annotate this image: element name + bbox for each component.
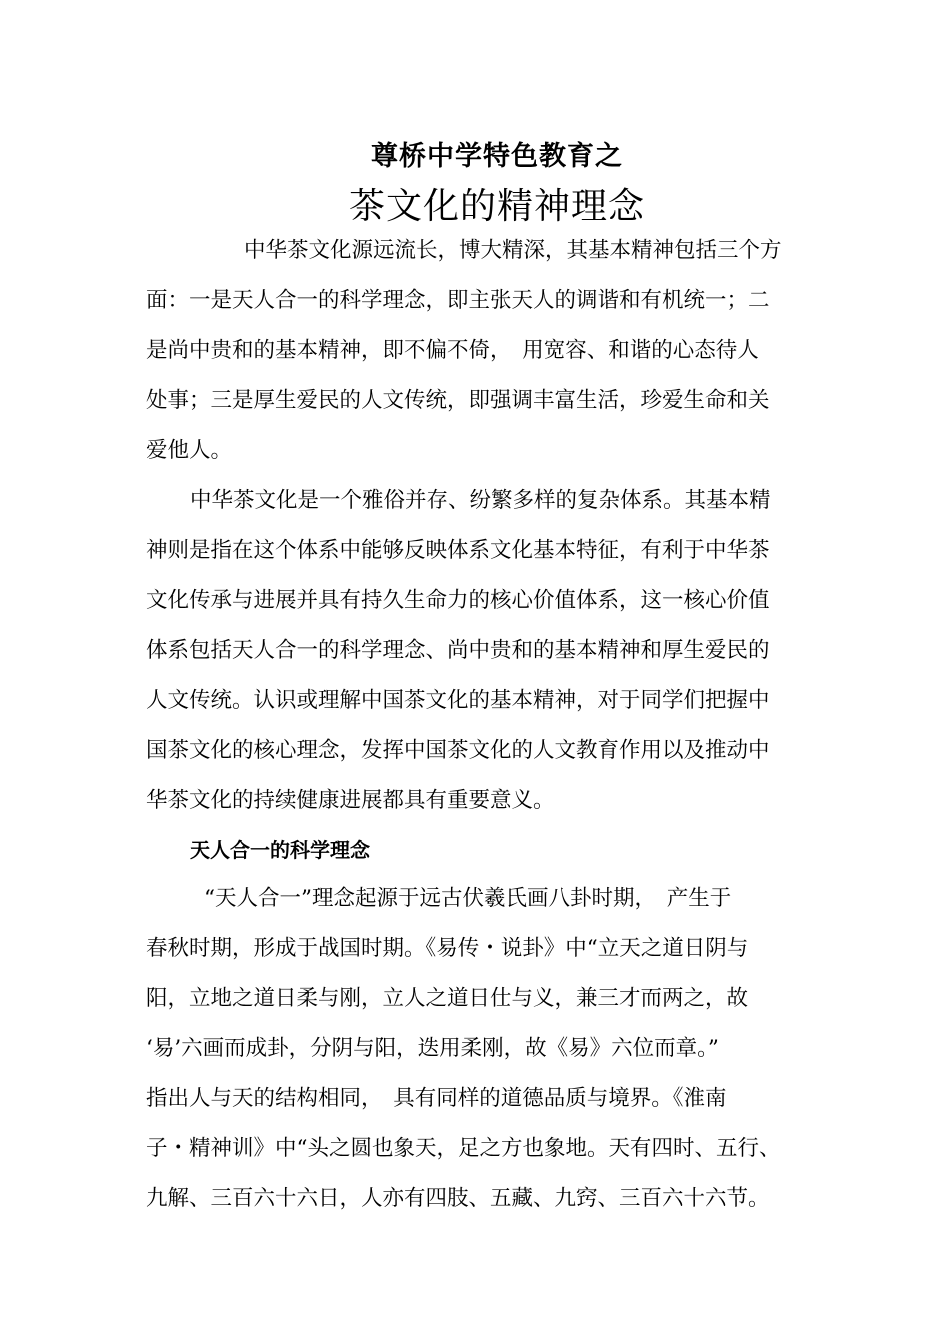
paragraph-line: 爱他人。 <box>146 438 233 463</box>
paragraph-line: “天人合一”理念起源于远古伏羲氏画八卦时期， 产生于 <box>204 886 732 911</box>
paragraph-line: 是尚中贵和的基本精神，即不偏不倚， 用宽容、和谐的心态待人 <box>146 338 759 363</box>
paragraph-line: 处事；三是厚生爱民的人文传统，即强调丰富生活，珍爱生命和关 <box>146 388 770 413</box>
section-heading: 天人合一的科学理念 <box>190 838 370 862</box>
paragraph-line: 子・精神训》中“头之圆也象天，足之方也象地。天有四时、五行、 <box>146 1136 781 1161</box>
paragraph-line: 中华茶文化源远流长，博大精深，其基本精神包括三个方 <box>244 238 782 263</box>
paragraph-line: 指出人与天的结构相同， 具有同样的道德品质与境界。《淮南 <box>146 1086 727 1111</box>
paragraph-line: 九解、三百六十六日，人亦有四肢、五藏、九窍、三百六十六节。 <box>146 1186 770 1211</box>
paragraph-line: 神则是指在这个体系中能够反映体系文化基本特征，有利于中华茶 <box>146 538 770 563</box>
paragraph-line: 体系包括天人合一的科学理念、尚中贵和的基本精神和厚生爱民的 <box>146 638 770 663</box>
paragraph-line: 中华茶文化是一个雅俗并存、纷繁多样的复杂体系。其基本精 <box>190 488 771 513</box>
paragraph-line: 春秋时期，形成于战国时期。《易传・说卦》中“立天之道日阴与 <box>146 936 749 961</box>
paragraph-line: 阳，立地之道日柔与刚，立人之道日仕与义，兼三才而两之，故 <box>146 986 749 1011</box>
paragraph-line: 华茶文化的持续健康进展都具有重要意义。 <box>146 788 555 813</box>
document-subtitle: 尊桥中学特色教育之 <box>371 141 623 172</box>
paragraph-line: 人文传统。认识或理解中国茶文化的基本精神，对于同学们把握中 <box>146 688 770 713</box>
paragraph-line: 面：一是天人合一的科学理念，即主张天人的调谐和有机统一；二 <box>146 288 770 313</box>
paragraph-line: 文化传承与进展并具有持久生命力的核心价值体系，这一核心价值 <box>146 588 770 613</box>
paragraph-line: 国茶文化的核心理念，发挥中国茶文化的人文教育作用以及推动中 <box>146 738 770 763</box>
paragraph-line: ‘易’六画而成卦，分阴与阳，迭用柔刚，故《易》六位而章。” <box>146 1036 719 1061</box>
document-title: 茶文化的精神理念 <box>348 186 645 227</box>
